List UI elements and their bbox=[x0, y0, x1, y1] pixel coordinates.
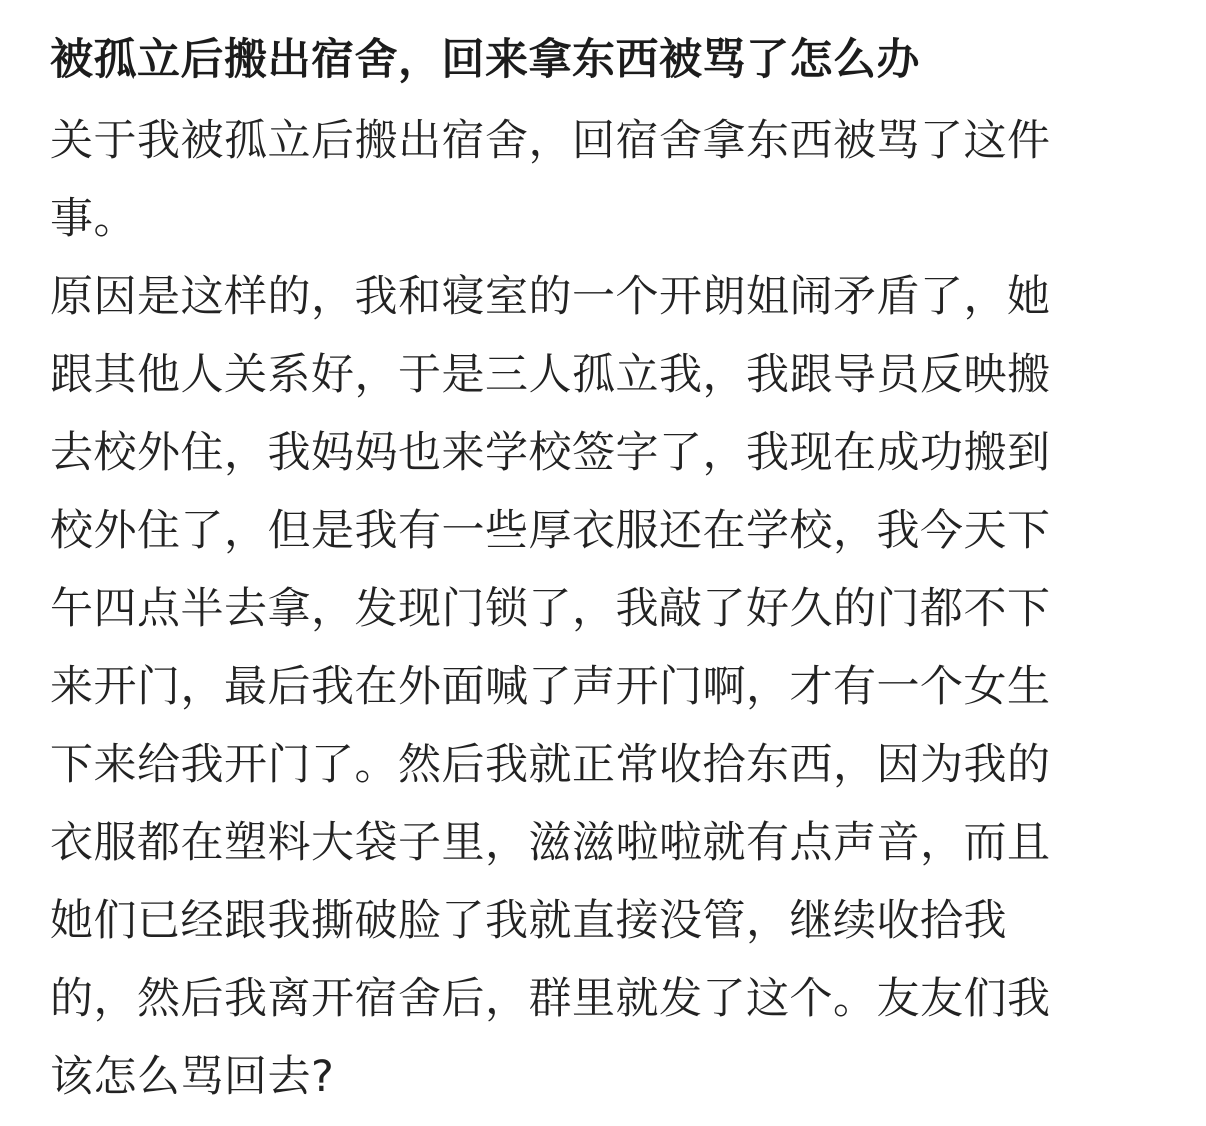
post-body-line: 下来给我开门了。然后我就正常收拾东西，因为我的 bbox=[50, 740, 1051, 790]
post-title: 被孤立后搬出宿舍，回来拿东西被骂了怎么办 bbox=[50, 35, 920, 85]
post-body-line: 的，然后我离开宿舍后，群里就发了这个。友友们我 bbox=[50, 974, 1051, 1024]
post-body-line: 她们已经跟我撕破脸了我就直接没管，继续收拾我 bbox=[50, 896, 1007, 946]
post-body-line: 校外住了，但是我有一些厚衣服还在学校，我今天下 bbox=[50, 506, 1051, 556]
post-body-line: 原因是这样的，我和寝室的一个开朗姐闹矛盾了，她 bbox=[50, 272, 1051, 322]
post-body-line: 午四点半去拿，发现门锁了，我敲了好久的门都不下 bbox=[50, 584, 1051, 634]
post-content bbox=[50, 22, 1160, 1116]
post-body-line: 跟其他人关系好，于是三人孤立我，我跟导员反映搬 bbox=[50, 350, 1051, 400]
post-body-line: 事。 bbox=[50, 194, 137, 244]
post-body-line: 该怎么骂回去? bbox=[50, 1052, 335, 1102]
post-body-line: 去校外住，我妈妈也来学校签字了，我现在成功搬到 bbox=[50, 428, 1051, 478]
post-body-line: 来开门，最后我在外面喊了声开门啊，才有一个女生 bbox=[50, 662, 1051, 712]
post-body-line: 衣服都在塑料大袋子里，滋滋啦啦就有点声音，而且 bbox=[50, 818, 1051, 868]
post-body-line: 关于我被孤立后搬出宿舍，回宿舍拿东西被骂了这件 bbox=[50, 116, 1051, 166]
post-body bbox=[50, 102, 1160, 1116]
